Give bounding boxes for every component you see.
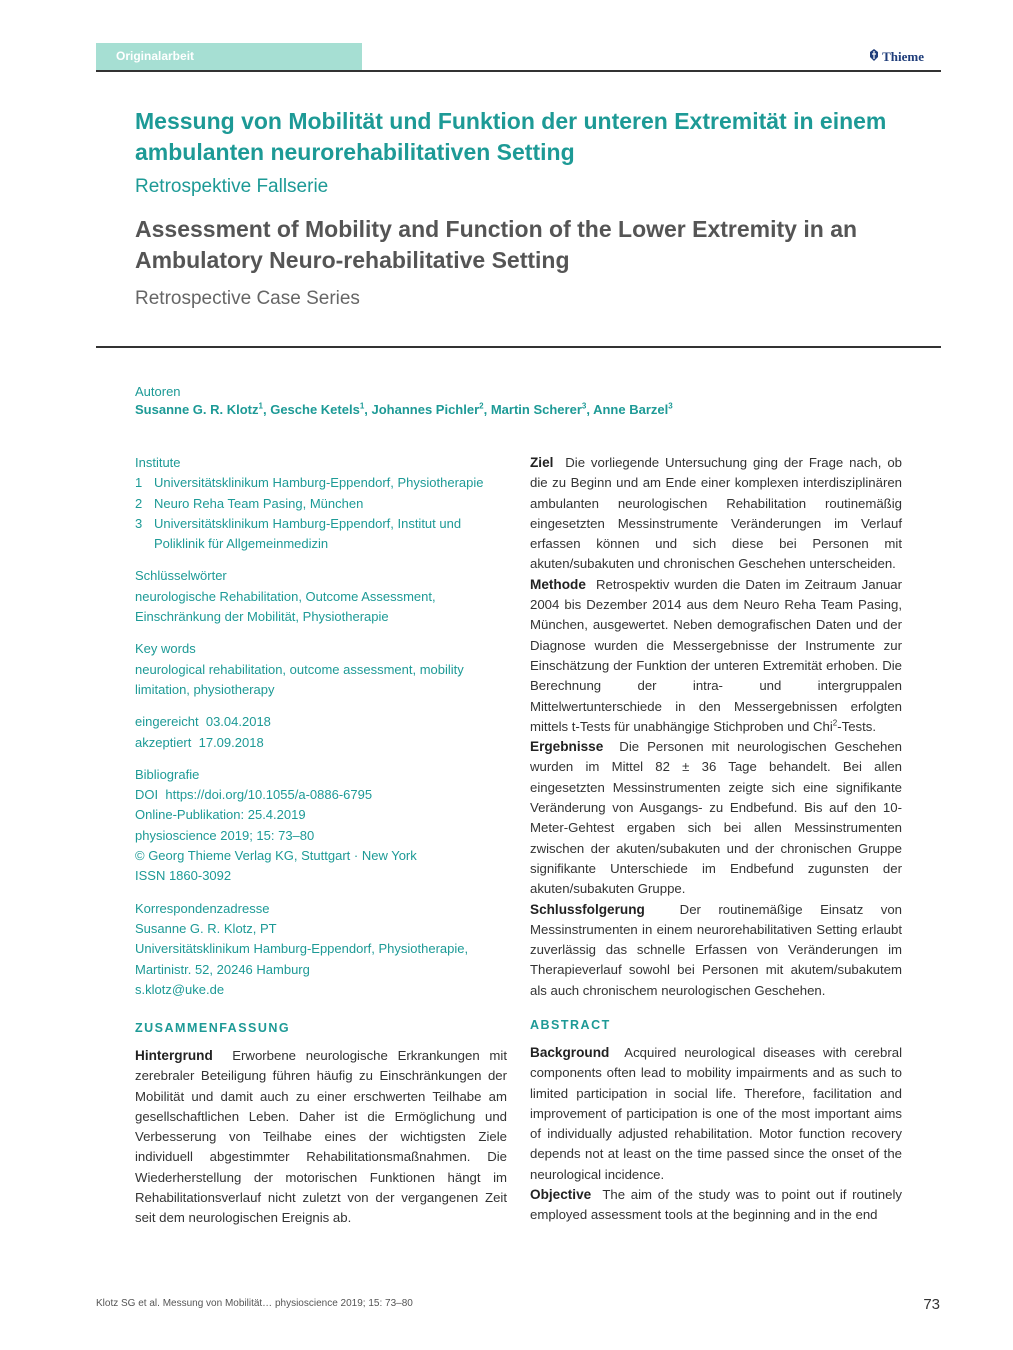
keywords-en: neurological rehabilitation, outcome assessment, mobility limitation, physiotherapy	[135, 661, 464, 697]
author: Gesche Ketels$^1$	[270, 401, 365, 417]
objective-paragraph: Objective The aim of the study was to point out if routinely employed assessment tools at the beginning and in the end	[530, 1187, 902, 1223]
zusammenfassung-hintergrund: Hintergrund Erworbene neurologische Erkrankungen mit zerebraler Beteiligung führen häufig zu Einschränkungen der Mobilität und damit auch zu einer erschwerten Teilhabe am gesellschaftlichen Leben. Daher ist die Ermöglichung und Verbesserung von Teilhabe eines der wichtigsten Ziele individuell abgestimmter Rehabilitationsmaßnahmen. Die Wiederherstellung der motorischen Funktionen hängt im Rehabilitationsverlauf nicht zuletzt von der vergangenen Zeit seit dem neurologischen Ereignis ab.	[135, 1048, 507, 1226]
hintergrund-label: Hintergrund	[135, 1048, 213, 1063]
ergebnisse-paragraph: Ergebnisse Die Personen mit neurologischen Geschehen wurden im Mittel 82 ± 36 Tage behandelt. Bei allen eingesetzten Messinstrumenten zeigte sich eine signifikante Veränderung von Ausgangs- zu Endbefund. Bis auf den 10-Meter-Gehtest ergaben sich bei allen Messinstrumenten zwischen der akuten/subakuten und der chronischen Gruppe signifikante Unterschiede im Endbefund zugunsten der akuten/subakuten Gruppe.	[530, 739, 903, 897]
title-german: Messung von Mobilität und Funktion der unteren Extremität in einem ambulanten neurorehabilitativen Setting	[135, 108, 887, 165]
correspondence-name: Susanne G. R. Klotz, PT	[135, 920, 277, 936]
subtitle-english: Retrospective Case Series	[135, 288, 360, 309]
doi: DOI https://doi.org/10.1055/a-0886-6795	[135, 787, 373, 803]
schlussfolgerung-paragraph: Schlussfolgerung Der routinemäßige Einsatz von Messinstrumenten in einem neurorehabilitativen Setting erlaubt zuverlässig das schnelle Erfassen von Veränderungen im Therapieverlauf sowohl bei Personen mit akutem/subakutem als auch chronischem neurologischen Geschehen.	[530, 901, 903, 998]
institutes-label: Institute	[135, 455, 181, 470]
thieme-logo-icon	[869, 49, 879, 65]
zusammenfassung-continued	[530, 453, 902, 1001]
header-rule	[96, 70, 941, 72]
publisher-name: Thieme	[882, 49, 924, 64]
copyright: © Georg Thieme Verlag KG, Stuttgart · New York	[135, 848, 417, 864]
metadata-column	[135, 453, 515, 1000]
section-tab: Originalarbeit	[96, 43, 362, 71]
keywords-de-label: Schlüsselwörter	[135, 568, 227, 584]
author: Martin Scherer$^3$	[490, 401, 587, 417]
journal-citation: physioscience 2019; 15: 73–80	[135, 827, 315, 843]
keywords-en-label: Key words	[135, 641, 196, 657]
correspondence-institution: Universitätsklinikum Hamburg-Eppendorf, Physiotherapie,	[135, 941, 469, 957]
methode-paragraph: Methode Retrospektiv wurden die Daten im Zeitraum Januar 2004 bis Dezember 2014 aus dem Neuro Reha Team Pasing, München, ausgewertet. Neben demografischen Daten und der Diagnose wurden die Messergebnisse der Instrumente zur Einschätzung der Funktion der unteren Extremität erhoben. Die Berechnung der intra- und intergruppalen Mittelwertunterschiede in den Messergebnissen erfolgten mittels t-Tests für unabhängige Stichproben und Chi$^2$-Tests.	[530, 576, 902, 734]
correspondence-email[interactable]: s.klotz@uke.de	[135, 981, 225, 997]
bibliography-label: Bibliografie	[135, 766, 200, 782]
ziel-paragraph: Ziel Die vorliegende Untersuchung ging der Frage nach, ob die zu Beginn und am Ende einer komplexen interdisziplinären ambulanten neurologischen Rehabilitation routinemäßig eingesetzten Messinstrumente Veränderungen im Verlauf erfassen können und sich diese bei Personen mit akuten/subakuten und chronischen Geschehen unterscheiden.	[530, 455, 902, 572]
title-english: Assessment of Mobility and Function of the Lower Extremity in an Ambulatory Neuro-rehabilitative Setting	[135, 216, 858, 273]
subtitle-german: Retrospektive Fallserie	[135, 176, 329, 197]
page-number: 73	[923, 1296, 940, 1313]
accepted-date: akzeptiert 17.09.2018	[135, 734, 264, 750]
zusammenfassung-heading: ZUSAMMENFASSUNG	[135, 1021, 291, 1035]
author: Anne Barzel$^3$	[593, 401, 673, 417]
institute-item: 1 Universitätsklinikum Hamburg-Eppendorf, Physiotherapie	[135, 475, 484, 491]
doi-link[interactable]: https://doi.org/10.1055/a-0886-6795	[165, 787, 373, 803]
publisher-logo	[869, 49, 924, 65]
institute-item: 2 Neuro Reha Team Pasing, München	[135, 495, 364, 511]
keywords-de: neurologische Rehabilitation, Outcome Assessment, Einschränkung der Mobilität, Physiotherapie	[135, 588, 436, 625]
background-paragraph: Background Acquired neurological diseases with cerebral components often lead to mobility impairments and as such to limited participation in social life. Therefore, facilitation and improvement of participation is one of the most important aims of individually adjusted rehabilitation. Motor function recovery depends not at least on the time passed since the onset of the neurological incidence.	[530, 1045, 902, 1182]
author: Susanne G. R. Klotz$^1$	[135, 401, 263, 417]
author: Johannes Pichler$^2$	[371, 401, 484, 417]
correspondence-label: Korrespondenzadresse	[135, 900, 270, 916]
institute-item: 3 Universitätsklinikum Hamburg-Eppendorf, Institut und Poliklinik für Allgemeinmedizin	[135, 515, 462, 552]
footer-citation: Klotz SG et al. Messung von Mobilität… physioscience 2019; 15: 73–80	[96, 1298, 413, 1309]
issn: ISSN 1860-3092	[135, 868, 232, 884]
author-list: Susanne G. R. Klotz$^1$, Gesche Ketels$^1$, Johannes Pichler$^2$, Martin Scherer$^3$, Anne Barzel$^3$	[135, 401, 673, 417]
abstract-heading: ABSTRACT	[530, 1018, 611, 1032]
online-publication: Online-Publikation: 25.4.2019	[135, 807, 306, 823]
correspondence-address: Martinistr. 52, 20246 Hamburg	[135, 961, 310, 977]
title-rule	[96, 346, 941, 348]
submitted-date: eingereicht 03.04.2018	[135, 714, 271, 730]
abstract-body	[530, 1043, 902, 1226]
authors-label: Autoren	[135, 384, 181, 399]
